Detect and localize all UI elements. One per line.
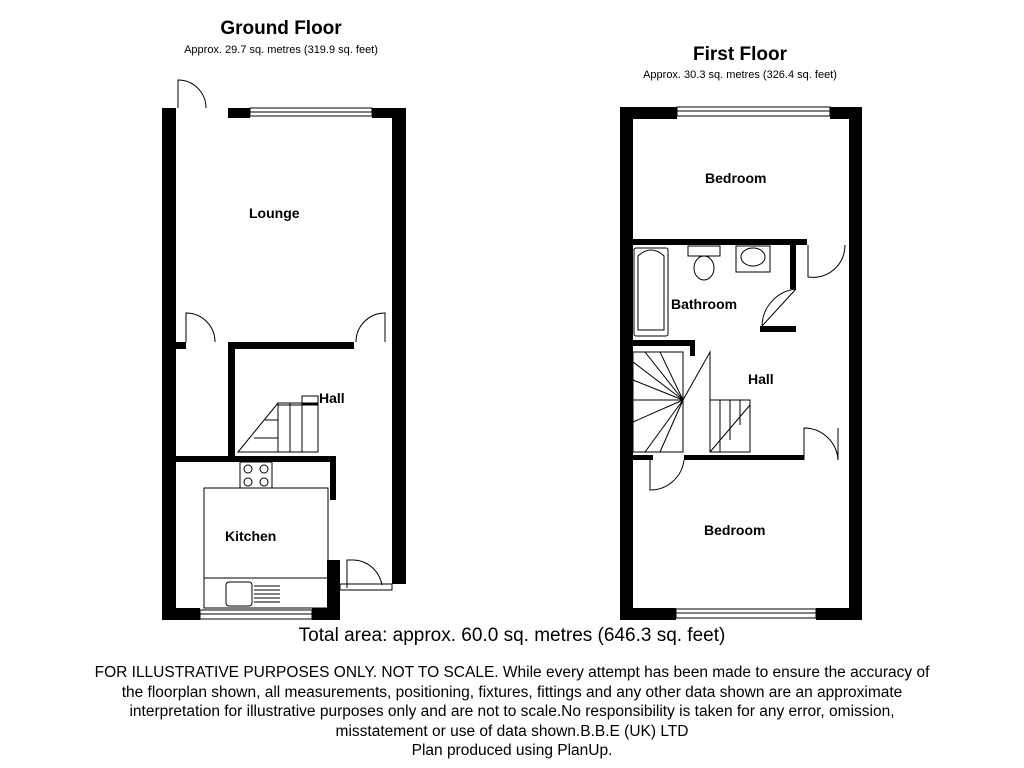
sink-drainer [254, 586, 280, 602]
ground-wall-right [392, 108, 406, 584]
room-label-bathroom: Bathroom [671, 296, 738, 312]
first-wall-top-right [830, 107, 862, 119]
first-wall-bed2-top2 [684, 455, 804, 460]
first-wall-hall-stub [690, 340, 695, 356]
room-label-first-hall: Hall [748, 371, 774, 387]
first-wall-left [620, 107, 633, 620]
disclaimer-line-1: FOR ILLUSTRATIVE PURPOSES ONLY. NOT TO SCALE. While every attempt has been made to ensure the accuracy of [94, 664, 930, 681]
ground-floor-area: Approx. 29.7 sq. metres (319.9 sq. feet) [184, 44, 378, 56]
ground-stairs [238, 396, 318, 452]
first-stairs [633, 352, 750, 452]
room-label-bedroom-1: Bedroom [705, 170, 767, 186]
first-wall-top-left [620, 107, 677, 119]
first-floor-title: First Floor [693, 44, 787, 65]
room-label-lounge: Lounge [249, 205, 300, 221]
first-floor-area: Approx. 30.3 sq. metres (326.4 sq. feet) [643, 69, 837, 81]
toilet-bowl [694, 256, 714, 280]
kitchen-sink [226, 582, 252, 606]
ground-wall-partition-2 [228, 342, 354, 349]
lounge-door-right [356, 313, 385, 342]
ground-wall-kitchen-top [176, 456, 336, 462]
disclaimer-line-2: the floorplan shown, all measurements, positioning, fixtures, fittings and any other data shown are an approximate [121, 683, 903, 701]
ground-wall-top-right [372, 108, 406, 118]
ground-wall-top-left [228, 108, 250, 118]
disclaimer-line-5: Plan produced using PlanUp. [411, 742, 613, 759]
room-label-bedroom-2: Bedroom [704, 522, 766, 538]
ground-floor-title: Ground Floor [220, 18, 342, 39]
disclaimer-line-3: interpretation for illustrative purposes only and are not to scale.No responsibility is taken for any error, omission, [129, 703, 895, 720]
bedroom2-door-right [804, 428, 838, 460]
room-label-ground-hall: Hall [319, 390, 345, 406]
ground-wall-left [162, 108, 176, 620]
ground-wall-hall-left [228, 342, 235, 458]
ground-wall-bottom [162, 608, 200, 620]
first-door-top [808, 245, 845, 277]
first-wall-bottom-right [816, 608, 862, 620]
ground-wall-partition [176, 342, 186, 349]
lounge-door-left [186, 313, 215, 342]
bathroom-door [762, 289, 796, 326]
first-wall-right [849, 107, 862, 620]
bath [634, 248, 668, 336]
disclaimer-line-4: misstatement or use of data shown.B.B.E (UK) LTD [335, 722, 689, 740]
disclaimer [10, 663, 1014, 761]
toilet-cistern [688, 246, 720, 256]
total-area: Total area: approx. 60.0 sq. metres (646.3 sq. feet) [298, 625, 726, 646]
first-wall-bottom-left [620, 608, 676, 620]
basin [741, 248, 765, 266]
first-wall-bath-bottom [633, 340, 695, 346]
room-label-kitchen: Kitchen [225, 528, 277, 544]
first-wall-bath-bottom2 [760, 326, 796, 332]
bedroom2-door-left [650, 460, 684, 490]
first-wall-bath-right [790, 239, 796, 289]
ground-wall-kitchen-stub [330, 456, 336, 500]
first-wall-bath-top [633, 239, 807, 245]
ground-wall-kitchen-right [327, 560, 340, 620]
ground-door-top [178, 80, 206, 108]
kitchen-counter-bottom [204, 578, 328, 608]
first-wall-bed2-top [633, 455, 653, 460]
